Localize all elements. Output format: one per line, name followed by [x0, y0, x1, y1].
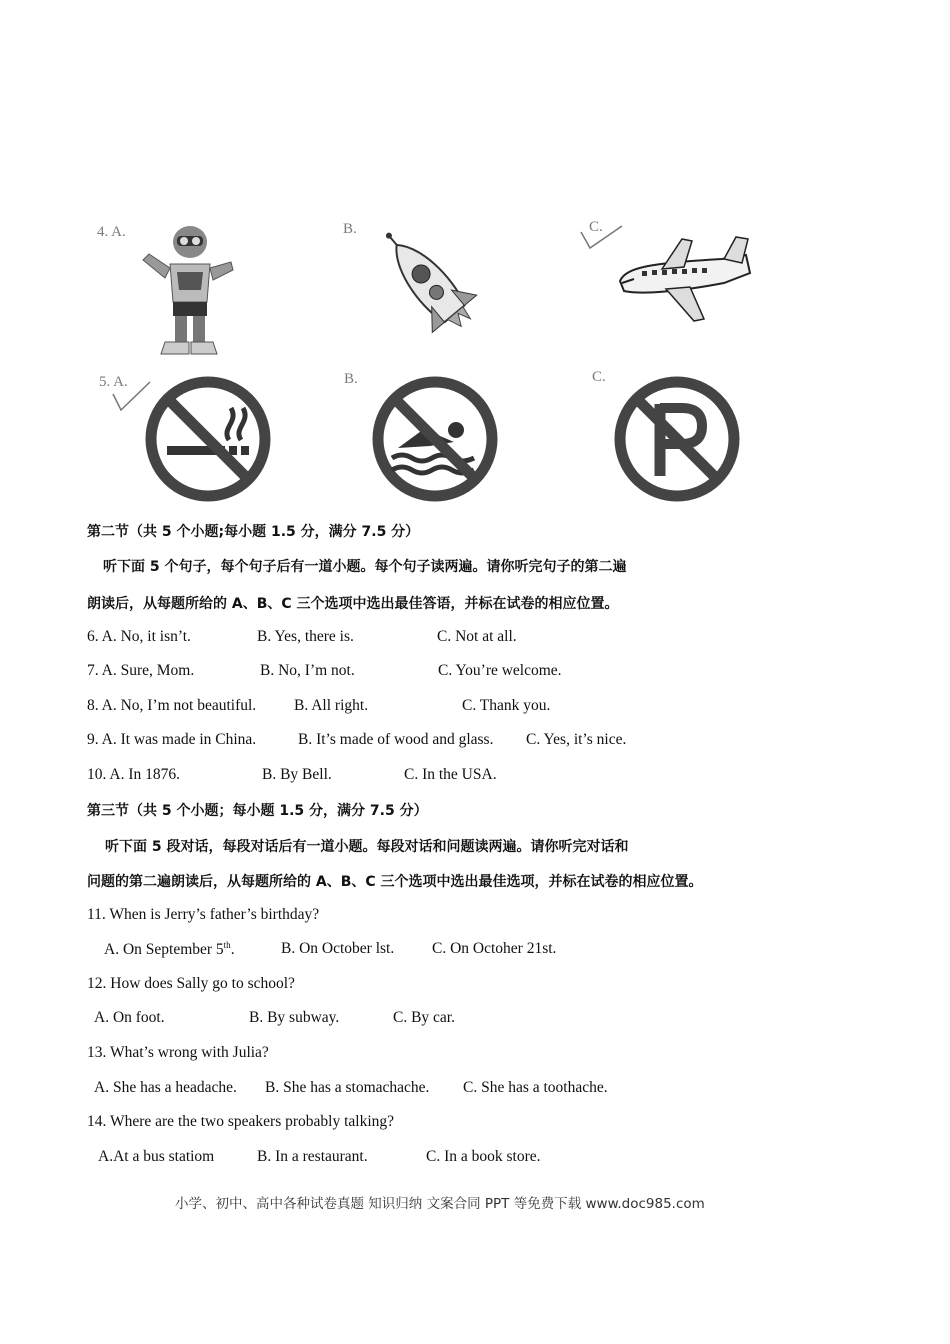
q4-label-c: C.	[589, 219, 603, 235]
option-b: B. All right.	[294, 697, 369, 714]
option-c: C. In a book store.	[426, 1148, 541, 1165]
option-c: C. Not at all.	[437, 628, 517, 645]
option-c: C. She has a toothache.	[463, 1079, 608, 1096]
option-a: 9. A. It was made in China.	[87, 731, 257, 748]
option-b: B. It’s made of wood and glass.	[298, 731, 494, 748]
section3-title: 第三节（共 5 个小题；每小题 1.5 分，满分 7.5 分）	[87, 803, 428, 819]
option-c: C. Thank you.	[462, 697, 551, 714]
section3-instruction-1: 听下面 5 段对话，每段对话后有一道小题。每段对话和问题读两遍。请你听完对话和	[105, 839, 629, 855]
section2-instruction-2: 朗读后，从每题所给的 A、B、C 三个选项中选出最佳答语，并标在试卷的相应位置。	[87, 596, 619, 612]
question-text: 12. How does Sally go to school?	[87, 975, 295, 992]
q5-label-a: 5. A.	[99, 374, 128, 390]
no-smoking-icon	[143, 374, 273, 504]
question-text: 11. When is Jerry’s father’s birthday?	[87, 906, 320, 923]
option-b: B. On October lst.	[281, 940, 395, 957]
option-b: B. No, I’m not.	[260, 662, 355, 679]
option-a: 10. A. In 1876.	[87, 766, 180, 783]
option-a: 8. A. No, I’m not beautiful.	[87, 697, 257, 714]
option-c: C. By car.	[393, 1009, 455, 1026]
question-text: 13. What’s wrong with Julia?	[87, 1044, 269, 1061]
option-a: A. On September 5th.	[104, 940, 235, 959]
option-a: A.At a bus statiom	[98, 1148, 215, 1165]
option-a: A. She has a headache.	[94, 1079, 237, 1096]
airplane-icon	[612, 233, 757, 328]
option-a: A. On foot.	[94, 1009, 165, 1026]
question-text: 14. Where are the two speakers probably talking?	[87, 1113, 395, 1130]
section3-instruction-2: 问题的第二遍朗读后，从每题所给的 A、B、C 三个选项中选出最佳选项，并标在试卷的相应位置。	[87, 874, 703, 890]
robot-icon	[135, 224, 240, 359]
option-c: C. On Octoher 21st.	[432, 940, 557, 957]
option-b: B. Yes, there is.	[257, 628, 354, 645]
q5-label-b: B.	[344, 371, 358, 387]
q4-label-a: 4. A.	[97, 224, 126, 240]
option-c: C. Yes, it’s nice.	[526, 731, 627, 748]
option-b: B. By Bell.	[262, 766, 332, 783]
q4-label-b: B.	[343, 221, 357, 237]
q5-label-c: C.	[592, 369, 606, 385]
option-b: B. By subway.	[249, 1009, 340, 1026]
option-c: C. You’re welcome.	[438, 662, 562, 679]
option-c: C. In the USA.	[404, 766, 497, 783]
option-b: B. In a restaurant.	[257, 1148, 368, 1165]
option-b: B. She has a stomachache.	[265, 1079, 430, 1096]
section2-title: 第二节（共 5 个小题;每小题 1.5 分，满分 7.5 分）	[87, 524, 420, 540]
option-a: 6. A. No, it isn’t.	[87, 628, 191, 645]
rocket-icon	[365, 232, 500, 337]
no-parking-icon	[612, 374, 742, 504]
section2-instruction-1: 听下面 5 个句子，每个句子后有一道小题。每个句子读两遍。请你听完句子的第二遍	[103, 559, 627, 575]
no-swimming-icon	[370, 374, 500, 504]
page-footer: 小学、初中、高中各种试卷真题 知识归纳 文案合同 PPT 等免费下载 www.doc985.com	[175, 1196, 705, 1212]
option-a: 7. A. Sure, Mom.	[87, 662, 195, 679]
